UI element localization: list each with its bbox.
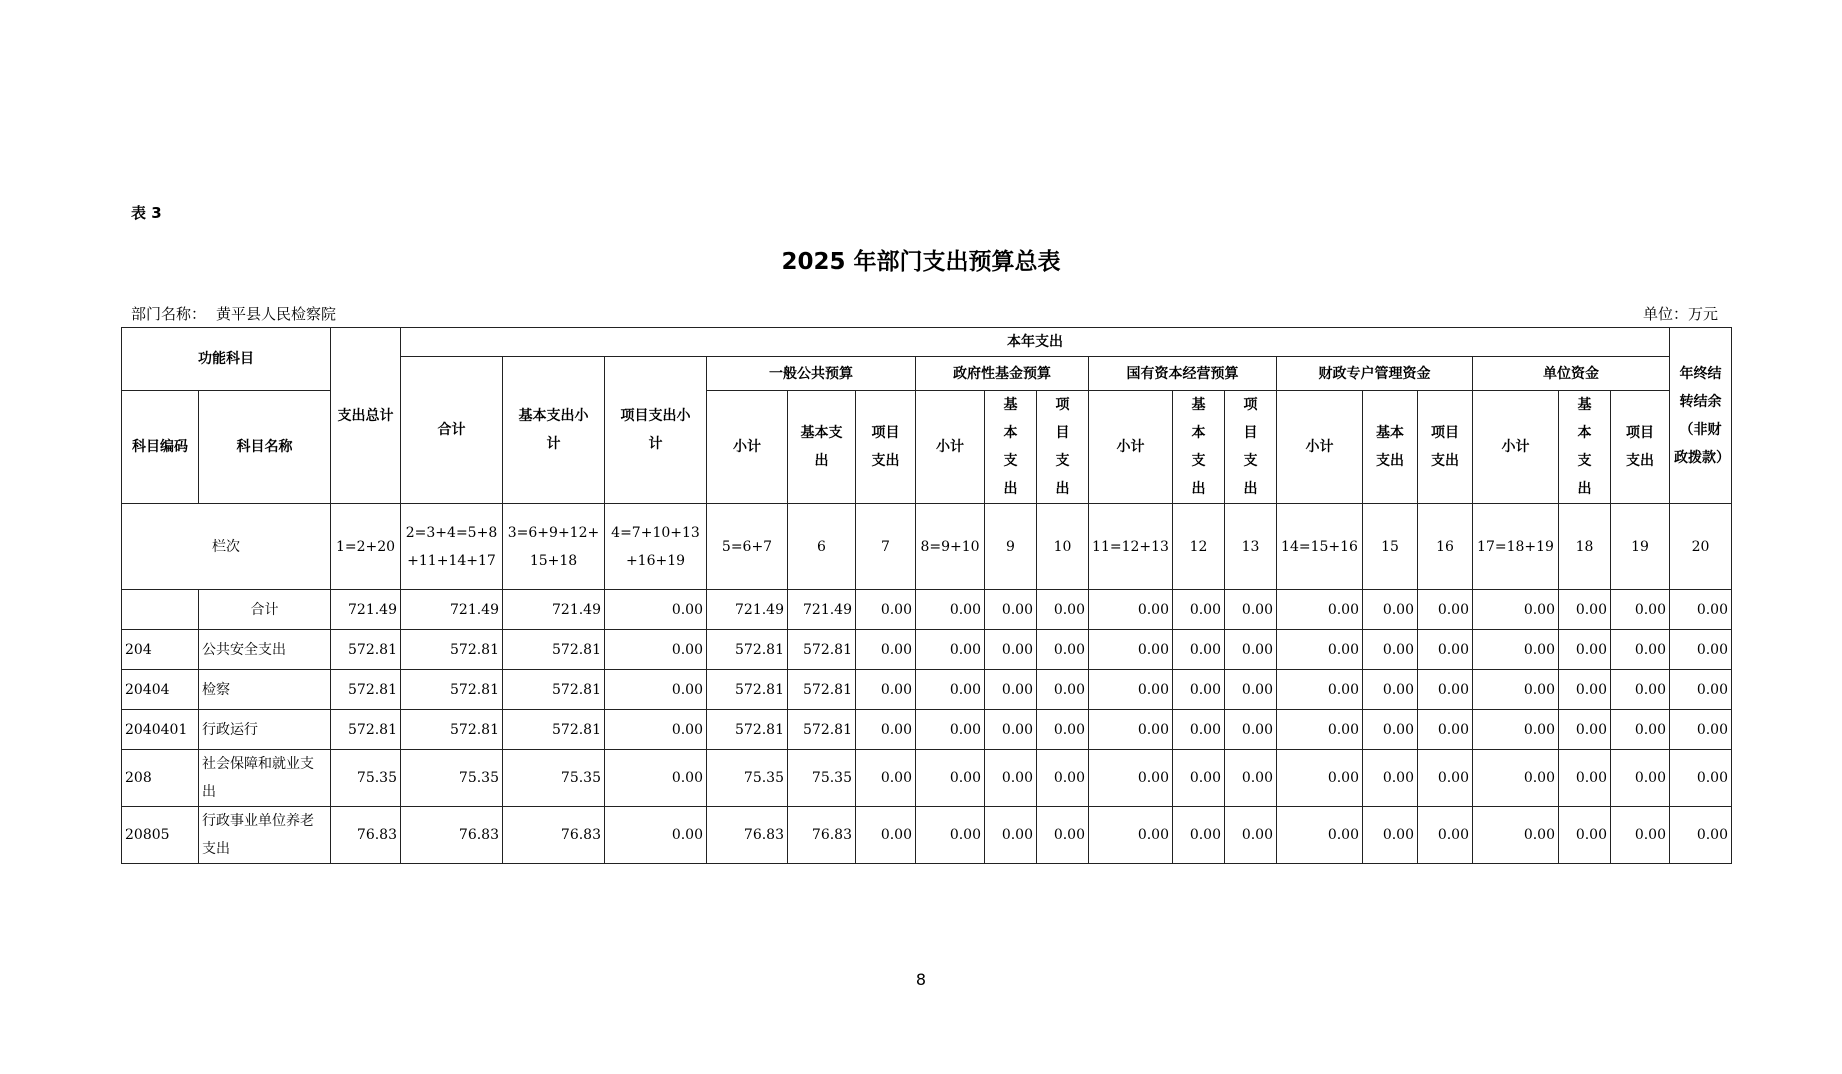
- amount-cell: 0.00: [1418, 750, 1473, 807]
- amount-cell: 75.35: [503, 750, 605, 807]
- header-basic: 基本支出: [985, 391, 1037, 504]
- amount-cell: 0.00: [1418, 807, 1473, 864]
- amount-cell: 0.00: [1173, 807, 1225, 864]
- amount-cell: 0.00: [1418, 590, 1473, 630]
- header-basic: 基本支出: [1559, 391, 1611, 504]
- header-name: 科目名称: [199, 391, 331, 504]
- amount-cell: 0.00: [605, 807, 707, 864]
- header-basic-subtotal: 基本支出小计: [503, 357, 605, 504]
- amount-cell: 572.81: [707, 710, 788, 750]
- amount-cell: 572.81: [788, 630, 856, 670]
- col-number: 10: [1037, 504, 1089, 590]
- header-project: 项目支出: [1418, 391, 1473, 504]
- amount-cell: 0.00: [1670, 807, 1732, 864]
- subject-code: 20805: [122, 807, 199, 864]
- amount-cell: 0.00: [1173, 590, 1225, 630]
- subject-name: 行政运行: [199, 710, 331, 750]
- amount-cell: 0.00: [985, 630, 1037, 670]
- header-subtotal: 小计: [1089, 391, 1173, 504]
- amount-cell: 0.00: [1611, 807, 1670, 864]
- subject-name: 社会保障和就业支出: [199, 750, 331, 807]
- amount-cell: 0.00: [1473, 807, 1559, 864]
- amount-cell: 0.00: [1418, 710, 1473, 750]
- amount-cell: 0.00: [1225, 630, 1277, 670]
- subject-code: [122, 590, 199, 630]
- col-number: 5=6+7: [707, 504, 788, 590]
- amount-cell: 721.49: [788, 590, 856, 630]
- subject-code: 204: [122, 630, 199, 670]
- col-number: 12: [1173, 504, 1225, 590]
- amount-cell: 0.00: [1559, 630, 1611, 670]
- col-number: 19: [1611, 504, 1670, 590]
- header-current-year: 本年支出: [401, 328, 1670, 357]
- amount-cell: 0.00: [1611, 630, 1670, 670]
- header-project: 项目支出: [856, 391, 916, 504]
- amount-cell: 0.00: [916, 590, 985, 630]
- amount-cell: 0.00: [1225, 710, 1277, 750]
- amount-cell: 75.35: [707, 750, 788, 807]
- amount-cell: 75.35: [401, 750, 503, 807]
- amount-cell: 0.00: [1037, 710, 1089, 750]
- amount-cell: 0.00: [856, 807, 916, 864]
- amount-cell: 76.83: [401, 807, 503, 864]
- col-number: 13: [1225, 504, 1277, 590]
- amount-cell: 0.00: [1418, 670, 1473, 710]
- page-title: 2025 年部门支出预算总表: [781, 249, 1061, 275]
- table-row: [122, 630, 1732, 670]
- amount-cell: 572.81: [788, 670, 856, 710]
- col-number: 8=9+10: [916, 504, 985, 590]
- header-basic: 基本支出: [788, 391, 856, 504]
- col-number: 11=12+13: [1089, 504, 1173, 590]
- amount-cell: 0.00: [1363, 670, 1418, 710]
- col-number: 6: [788, 504, 856, 590]
- amount-cell: 76.83: [788, 807, 856, 864]
- header-basic: 基本支出: [1363, 391, 1418, 504]
- subject-name: 合计: [199, 590, 331, 630]
- col-number: 14=15+16: [1277, 504, 1363, 590]
- subject-code: 20404: [122, 670, 199, 710]
- amount-cell: 0.00: [1559, 590, 1611, 630]
- amount-cell: 0.00: [1473, 630, 1559, 670]
- subject-name: 行政事业单位养老支出: [199, 807, 331, 864]
- col-number: 9: [985, 504, 1037, 590]
- amount-cell: 721.49: [503, 590, 605, 630]
- col-number: 18: [1559, 504, 1611, 590]
- amount-cell: 0.00: [1363, 630, 1418, 670]
- amount-cell: 0.00: [1670, 590, 1732, 630]
- amount-cell: 0.00: [1611, 590, 1670, 630]
- col-number: 17=18+19: [1473, 504, 1559, 590]
- amount-cell: 0.00: [1037, 750, 1089, 807]
- col-number: 20: [1670, 504, 1732, 590]
- amount-cell: 76.83: [707, 807, 788, 864]
- amount-cell: 0.00: [1611, 670, 1670, 710]
- amount-cell: 572.81: [707, 630, 788, 670]
- amount-cell: 0.00: [985, 807, 1037, 864]
- amount-cell: 0.00: [1277, 590, 1363, 630]
- amount-cell: 0.00: [1173, 630, 1225, 670]
- amount-cell: 0.00: [605, 750, 707, 807]
- subject-name: 检察: [199, 670, 331, 710]
- department-label: 部门名称：: [131, 305, 207, 323]
- amount-cell: 0.00: [1473, 670, 1559, 710]
- amount-cell: 0.00: [1225, 590, 1277, 630]
- header-subtotal: 小计: [707, 391, 788, 504]
- amount-cell: 0.00: [916, 670, 985, 710]
- amount-cell: 0.00: [1225, 750, 1277, 807]
- amount-cell: 0.00: [1037, 590, 1089, 630]
- col-number: 4=7+10+13+16+19: [605, 504, 707, 590]
- amount-cell: 0.00: [1089, 590, 1173, 630]
- amount-cell: 0.00: [1418, 630, 1473, 670]
- amount-cell: 0.00: [1225, 670, 1277, 710]
- amount-cell: 0.00: [1225, 807, 1277, 864]
- amount-cell: 0.00: [1611, 710, 1670, 750]
- amount-cell: 0.00: [1089, 710, 1173, 750]
- table-row: [122, 590, 1732, 630]
- header-sum: 合计: [401, 357, 503, 504]
- amount-cell: 0.00: [856, 670, 916, 710]
- page-number: 8: [915, 970, 927, 989]
- amount-cell: 721.49: [401, 590, 503, 630]
- subject-name: 公共安全支出: [199, 630, 331, 670]
- department-line: [131, 303, 336, 324]
- amount-cell: 0.00: [1611, 750, 1670, 807]
- amount-cell: 0.00: [1277, 807, 1363, 864]
- amount-cell: 75.35: [331, 750, 401, 807]
- amount-cell: 572.81: [331, 710, 401, 750]
- col-number: 7: [856, 504, 916, 590]
- budget-table: [121, 327, 1732, 864]
- header-group-special-account: 财政专户管理资金: [1277, 357, 1473, 391]
- header-project: 项目支出: [1611, 391, 1670, 504]
- header-project: 项目支出: [1037, 391, 1089, 504]
- amount-cell: 0.00: [605, 590, 707, 630]
- col-index-label: 栏次: [122, 504, 331, 590]
- amount-cell: 0.00: [1089, 670, 1173, 710]
- table-row: [122, 807, 1732, 864]
- amount-cell: 721.49: [331, 590, 401, 630]
- unit-label: 单位：万元: [1642, 305, 1718, 323]
- amount-cell: 0.00: [1277, 670, 1363, 710]
- header-subtotal: 小计: [916, 391, 985, 504]
- amount-cell: 0.00: [1363, 590, 1418, 630]
- amount-cell: 0.00: [1559, 750, 1611, 807]
- amount-cell: 0.00: [1277, 710, 1363, 750]
- amount-cell: 572.81: [331, 630, 401, 670]
- amount-cell: 0.00: [1173, 710, 1225, 750]
- amount-cell: 0.00: [916, 630, 985, 670]
- header-func-subject: 功能科目: [122, 328, 331, 391]
- amount-cell: 75.35: [788, 750, 856, 807]
- amount-cell: 0.00: [985, 750, 1037, 807]
- amount-cell: 0.00: [856, 630, 916, 670]
- amount-cell: 0.00: [1363, 750, 1418, 807]
- amount-cell: 0.00: [1559, 670, 1611, 710]
- table-row: [122, 750, 1732, 807]
- header-year-end: 年终结转结余（非财政拨款）: [1670, 328, 1732, 504]
- amount-cell: 721.49: [707, 590, 788, 630]
- amount-cell: 0.00: [1363, 710, 1418, 750]
- header-group-state-capital: 国有资本经营预算: [1089, 357, 1277, 391]
- amount-cell: 0.00: [985, 710, 1037, 750]
- amount-cell: 0.00: [605, 630, 707, 670]
- col-number: 15: [1363, 504, 1418, 590]
- subject-code: 208: [122, 750, 199, 807]
- amount-cell: 0.00: [1559, 710, 1611, 750]
- amount-cell: 572.81: [401, 630, 503, 670]
- amount-cell: 0.00: [985, 590, 1037, 630]
- amount-cell: 572.81: [401, 670, 503, 710]
- header-total: 支出总计: [331, 328, 401, 504]
- amount-cell: 0.00: [1173, 750, 1225, 807]
- amount-cell: 0.00: [985, 670, 1037, 710]
- amount-cell: 0.00: [916, 807, 985, 864]
- header-basic: 基本支出: [1173, 391, 1225, 504]
- amount-cell: 0.00: [1473, 590, 1559, 630]
- amount-cell: 572.81: [707, 670, 788, 710]
- amount-cell: 572.81: [788, 710, 856, 750]
- amount-cell: 0.00: [856, 710, 916, 750]
- amount-cell: 0.00: [1559, 807, 1611, 864]
- table-row: [122, 670, 1732, 710]
- column-number-row: [122, 504, 1732, 590]
- amount-cell: 0.00: [1037, 630, 1089, 670]
- amount-cell: 0.00: [1363, 807, 1418, 864]
- amount-cell: 0.00: [605, 710, 707, 750]
- subject-code: 2040401: [122, 710, 199, 750]
- header-subtotal: 小计: [1277, 391, 1363, 504]
- col-number: 16: [1418, 504, 1473, 590]
- amount-cell: 572.81: [331, 670, 401, 710]
- amount-cell: 0.00: [1277, 630, 1363, 670]
- amount-cell: 0.00: [1089, 807, 1173, 864]
- amount-cell: 0.00: [1473, 750, 1559, 807]
- amount-cell: 572.81: [503, 710, 605, 750]
- amount-cell: 0.00: [1089, 630, 1173, 670]
- amount-cell: 572.81: [503, 670, 605, 710]
- header-project: 项目支出: [1225, 391, 1277, 504]
- header-subtotal: 小计: [1473, 391, 1559, 504]
- col-number: 1=2+20: [331, 504, 401, 590]
- amount-cell: 0.00: [1037, 670, 1089, 710]
- amount-cell: 76.83: [331, 807, 401, 864]
- amount-cell: 0.00: [1670, 670, 1732, 710]
- table-number: 表 3: [131, 204, 162, 222]
- amount-cell: 572.81: [401, 710, 503, 750]
- amount-cell: 0.00: [1277, 750, 1363, 807]
- amount-cell: 572.81: [503, 630, 605, 670]
- amount-cell: 0.00: [1173, 670, 1225, 710]
- amount-cell: 0.00: [1089, 750, 1173, 807]
- amount-cell: 0.00: [1670, 710, 1732, 750]
- table-row: [122, 710, 1732, 750]
- department-name: 黄平县人民检察院: [216, 305, 337, 323]
- amount-cell: 0.00: [1037, 807, 1089, 864]
- amount-cell: 76.83: [503, 807, 605, 864]
- header-group-unit-funds: 单位资金: [1473, 357, 1670, 391]
- header-code: 科目编码: [122, 391, 199, 504]
- amount-cell: 0.00: [856, 590, 916, 630]
- header-group-gov-fund: 政府性基金预算: [916, 357, 1089, 391]
- header-project-subtotal: 项目支出小计: [605, 357, 707, 504]
- amount-cell: 0.00: [1670, 750, 1732, 807]
- col-number: 2=3+4=5+8+11+14+17: [401, 504, 503, 590]
- amount-cell: 0.00: [916, 710, 985, 750]
- header-group-general: 一般公共预算: [707, 357, 916, 391]
- amount-cell: 0.00: [856, 750, 916, 807]
- amount-cell: 0.00: [916, 750, 985, 807]
- amount-cell: 0.00: [1473, 710, 1559, 750]
- amount-cell: 0.00: [605, 670, 707, 710]
- amount-cell: 0.00: [1670, 630, 1732, 670]
- col-number: 3=6+9+12+15+18: [503, 504, 605, 590]
